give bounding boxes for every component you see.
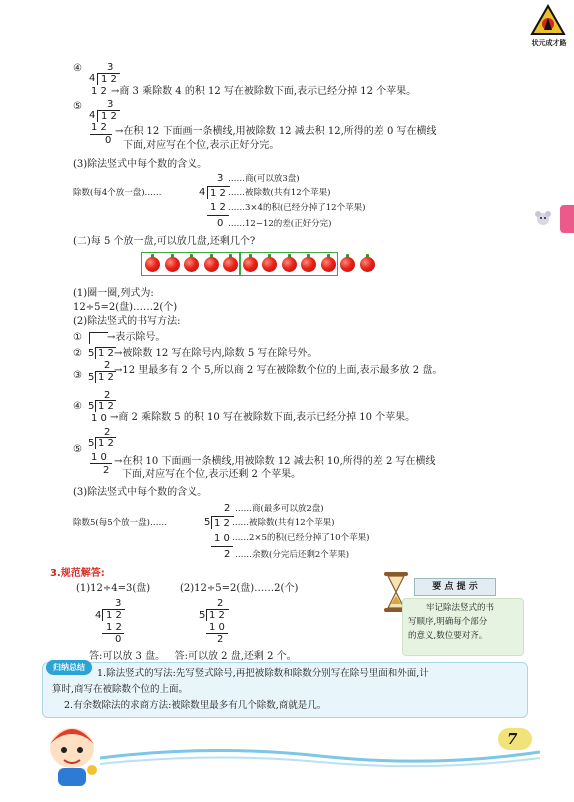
c-step2-dividend: 1 2 bbox=[98, 348, 114, 359]
c-step5-remainder: 2 bbox=[103, 465, 110, 476]
c-step5-divisor: 5 bbox=[88, 438, 95, 449]
meaning2-divisor: 5 bbox=[204, 517, 211, 528]
method-title: (2)除法竖式的书写方法: bbox=[73, 316, 181, 327]
c-step1-text: →表示除号。 bbox=[107, 332, 166, 343]
c-step5-text-1: →在积 10 下面画一条横线,用被除数 12 减去积 10,所得的差 2 写在横线 bbox=[114, 456, 436, 467]
c-step4-divisor: 5 bbox=[88, 401, 95, 412]
apple-icon bbox=[321, 257, 336, 272]
summary-line-1a: 1.除法竖式的写法:先写竖式除号,再把被除数和除数分别写在除号里面和外面,计 bbox=[97, 668, 429, 679]
tip-line-2: 写顺序,明确每个部分 bbox=[408, 617, 488, 627]
apple-row bbox=[143, 252, 413, 278]
apple-icon bbox=[301, 257, 316, 272]
circle-step-title: (1)圈一圈,列式为: bbox=[73, 288, 154, 299]
v2-divisor: 5 bbox=[199, 610, 206, 621]
apple-icon bbox=[282, 257, 297, 272]
step5-product: 1 2 bbox=[91, 122, 107, 133]
apple-icon bbox=[184, 257, 199, 272]
answer-text: 答:可以放 3 盘。 答:可以放 2 盘,还剩 2 个。 bbox=[89, 651, 297, 662]
c-step5-quotient: 2 bbox=[104, 427, 111, 438]
step5-quotient: 3 bbox=[107, 99, 114, 110]
answer-eq2: (2)12÷5=2(盘)……2(个) bbox=[180, 583, 299, 594]
meaning1-remainder-note: ……12−12的差(正好分完) bbox=[228, 219, 332, 229]
meaning2-product: 1 0 bbox=[214, 533, 230, 544]
apple-icon bbox=[145, 257, 160, 272]
tip-line-3: 的意义,数位要对齐。 bbox=[408, 631, 488, 641]
tip-title: 要 点 提 示 bbox=[414, 578, 496, 596]
step4-dividend: 1 2 bbox=[101, 74, 117, 85]
brand-logo bbox=[528, 4, 568, 48]
meaning2-divisor-note: 除数5(每5个放一盘)…… bbox=[73, 518, 167, 528]
c-step2-text: →被除数 12 写在除号内,除数 5 写在除号外。 bbox=[114, 348, 318, 359]
meaning1-product-note: ……3×4的积(已经分掉了12个苹果) bbox=[228, 203, 366, 213]
answer-eq1: (1)12÷4=3(盘) bbox=[76, 583, 151, 594]
meaning1-quotient: 3 bbox=[217, 173, 224, 184]
footer-wave bbox=[100, 744, 540, 768]
part2-title: (二)每 5 个放一盘,可以放几盘,还剩几个? bbox=[73, 236, 256, 247]
step4-product: 1 2 bbox=[91, 86, 107, 97]
apple-icon bbox=[223, 257, 238, 272]
apple-icon bbox=[262, 257, 277, 272]
division-bracket bbox=[89, 332, 108, 344]
v2-remainder: 2 bbox=[217, 634, 224, 645]
equation-line: 12÷5=2(盘)……2(个) bbox=[73, 302, 178, 313]
c-step4-product: 1 0 bbox=[91, 413, 107, 424]
step5-remainder: 0 bbox=[105, 135, 112, 146]
summary-label: 归纳总结 bbox=[46, 660, 92, 675]
c-step5-circle: ⑤ bbox=[73, 444, 82, 455]
meaning2-quotient-note: ……商(最多可以放2盘) bbox=[235, 504, 324, 514]
c-step3-circle: ③ bbox=[73, 370, 82, 381]
subtract-line bbox=[211, 546, 233, 547]
subtract-line bbox=[207, 215, 229, 216]
c-step3-dividend: 1 2 bbox=[98, 372, 114, 383]
meaning1-dividend: 1 2 bbox=[210, 188, 226, 199]
tip-line-1: 牢记除法竖式的书 bbox=[426, 603, 495, 613]
summary-line-1b: 算时,商写在被除数个位的上面。 bbox=[52, 684, 189, 695]
step5-circle: ⑤ bbox=[73, 101, 82, 112]
meaning2-quotient: 2 bbox=[224, 503, 231, 514]
c-step4-dividend: 1 2 bbox=[98, 401, 114, 412]
v2-dividend: 1 2 bbox=[209, 610, 225, 621]
apple-icon bbox=[360, 257, 375, 272]
meaning1-dividend-note: ……被除数(共有12个苹果) bbox=[228, 188, 331, 198]
c-step4-circle: ④ bbox=[73, 401, 82, 412]
meaning1-remainder: 0 bbox=[217, 218, 224, 229]
apple-icon bbox=[204, 257, 219, 272]
apple-icon bbox=[243, 257, 258, 272]
meaning1-product: 1 2 bbox=[210, 202, 226, 213]
brand-text: 状元成才路 bbox=[531, 39, 567, 47]
c-step1-circle: ① bbox=[73, 332, 82, 343]
c-step3-text: →12 里最多有 2 个 5,所以商 2 写在被除数个位的上面,表示最多放 2 盘。 bbox=[114, 365, 443, 376]
c-step5-text-2: 下面,对应写在个位,表示还剩 2 个苹果。 bbox=[122, 469, 302, 480]
step5-explain-2: 下面,对应写在个位,表示正好分完。 bbox=[123, 140, 280, 151]
meaning2-dividend-note: ……被除数(共有12个苹果) bbox=[232, 518, 335, 528]
side-tab bbox=[560, 205, 574, 233]
c-step3-divisor: 5 bbox=[88, 372, 95, 383]
step5-explain-1: →在积 12 下面画一条横线,用被除数 12 减去积 12,所得的差 0 写在横线 bbox=[115, 126, 437, 137]
step5-dividend: 1 2 bbox=[101, 111, 117, 122]
meaning1-quotient-note: ……商(可以放3盘) bbox=[228, 174, 300, 184]
c-step3-quotient: 2 bbox=[104, 360, 111, 371]
meaning2-remainder: 2 bbox=[224, 549, 231, 560]
meaning2-remainder-note: ……余数(分完后还剩2个苹果) bbox=[235, 550, 350, 560]
meaning1-divisor: 4 bbox=[199, 187, 206, 198]
step4-divisor: 4 bbox=[89, 73, 96, 84]
mascot-boy-icon bbox=[40, 718, 104, 788]
v1-divisor: 4 bbox=[95, 610, 102, 621]
answer-heading: 3.规范解答: bbox=[50, 568, 105, 579]
step4-circle: ④ bbox=[73, 63, 82, 74]
meaning2-dividend: 1 2 bbox=[214, 518, 230, 529]
c-step4-quotient: 2 bbox=[104, 390, 111, 401]
step4-explain: →商 3 乘除数 4 的积 12 写在被除数下面,表示已经分掉 12 个苹果。 bbox=[111, 86, 417, 97]
step4-quotient: 3 bbox=[107, 62, 114, 73]
v2-quotient: 2 bbox=[217, 598, 224, 609]
v1-remainder: 0 bbox=[115, 634, 122, 645]
meaning1-divisor-note: 除数(每4个放一盘)…… bbox=[73, 188, 162, 198]
trophy-logo-icon bbox=[528, 4, 568, 38]
v2-product: 1 0 bbox=[209, 622, 225, 633]
meaning2-product-note: ……2×5的积(已经分掉了10个苹果) bbox=[232, 533, 370, 543]
mascot-mouse-icon bbox=[534, 210, 552, 226]
c-step5-dividend: 1 2 bbox=[98, 438, 114, 449]
c-step2-divisor: 5 bbox=[88, 348, 95, 359]
apple-icon bbox=[165, 257, 180, 272]
v1-quotient: 3 bbox=[115, 598, 122, 609]
c-step5-product: 1 0 bbox=[91, 452, 107, 463]
v1-product: 1 2 bbox=[106, 622, 122, 633]
meaning-title-2: (3)除法竖式中每个数的含义。 bbox=[73, 487, 208, 498]
c-step4-text: →商 2 乘除数 5 的积 10 写在被除数下面,表示已经分掉 10 个苹果。 bbox=[110, 412, 416, 423]
step5-divisor: 4 bbox=[89, 110, 96, 121]
summary-line-2: 2.有余数除法的求商方法:被除数里最多有几个除数,商就是几。 bbox=[64, 700, 327, 711]
tip-box bbox=[388, 572, 523, 656]
v1-dividend: 1 2 bbox=[106, 610, 122, 621]
page-number: 7 bbox=[507, 730, 518, 748]
apple-icon bbox=[340, 257, 355, 272]
c-step2-circle: ② bbox=[73, 348, 82, 359]
meaning-title-1: (3)除法竖式中每个数的含义。 bbox=[73, 159, 208, 170]
